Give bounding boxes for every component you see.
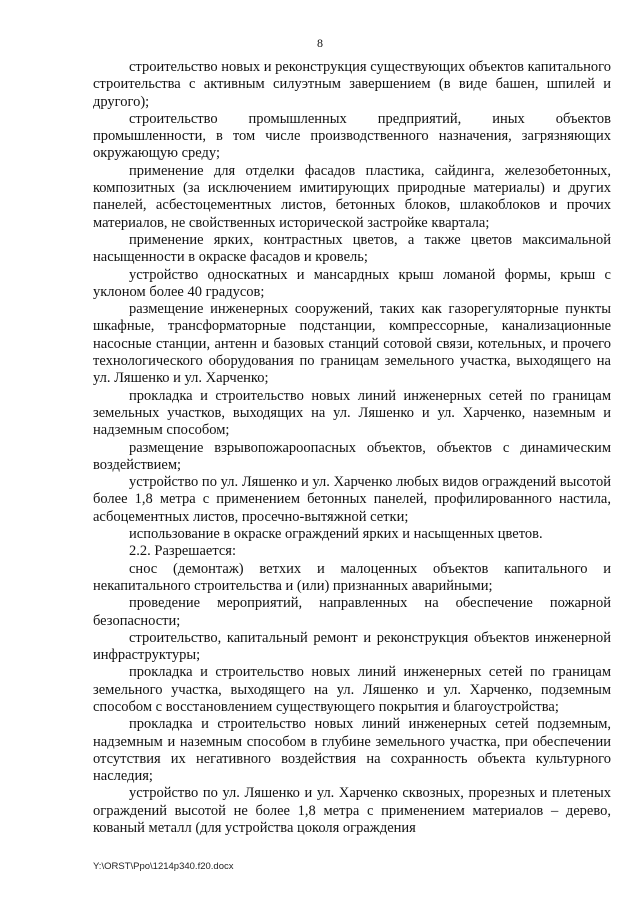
paragraph: применение для отделки фасадов пластика, сайдинга, железобетонных, композитных (за исключением имитирующих природные материалы) и других панелей, асбестоцементных листов, бетонных блоков, шлакоблоков и прочих материалов, не свойственных исторической застройке квартала; bbox=[93, 162, 611, 231]
paragraph: прокладка и строительство новых линий инженерных сетей подземным, надземным и наземным способом в глубине земельного участка, при обеспечении отсутствия их негативного воздействия на сохранность объекта культурного наследия; bbox=[93, 716, 611, 785]
paragraph: прокладка и строительство новых линий инженерных сетей по границам земельного участка, выходящего на ул. Ляшенко и ул. Харченко, подземным способом с восстановлением существующего покрытия и благоустройства; bbox=[93, 664, 611, 715]
paragraph: строительство промышленных предприятий, иных объектов промышленности, в том числе производственного назначения, загрязняющих окружающую среду; bbox=[93, 110, 611, 162]
paragraph: размещение инженерных сооружений, таких как газорегуляторные пункты шкафные, трансформаторные подстанции, компрессорные, канализационные насосные станции, антенн и базовых станций сотовой связи, котельных, и прочего технологического оборудования по границам земельного участка, выходящего на ул. Ляшенко и ул. Харченко; bbox=[93, 301, 611, 387]
paragraph: размещение взрывопожароопасных объектов, объектов с динамическим воздействием; bbox=[93, 439, 611, 473]
footer-file-path: Y:\ORST\Ppo\1214p340.f20.docx bbox=[93, 861, 234, 872]
page-number: 8 bbox=[317, 36, 323, 50]
paragraph: проведение мероприятий, направленных на обеспечение пожарной безопасности; bbox=[93, 595, 611, 629]
paragraph: строительство, капитальный ремонт и реконструкция объектов инженерной инфраструктуры; bbox=[93, 629, 611, 664]
paragraph: устройство по ул. Ляшенко и ул. Харченко сквозных, прорезных и плетеных ограждений высотой не более 1,8 метра с применением материалов – дерево, кованый металл (для устройства цоколя ограждения bbox=[93, 785, 611, 837]
paragraph: использование в окраске ограждений ярких и насыщенных цветов. bbox=[129, 526, 543, 543]
paragraph: устройство односкатных и мансардных крыш ломаной формы, крыш с уклоном более 40 градусов; bbox=[93, 266, 611, 300]
document-body bbox=[93, 59, 611, 837]
section-heading: 2.2. Разрешается: bbox=[129, 543, 236, 560]
paragraph: снос (демонтаж) ветхих и малоценных объектов капитального и некапитального строительства и (или) признанных аварийными; bbox=[93, 560, 611, 594]
paragraph: устройство по ул. Ляшенко и ул. Харченко любых видов ограждений высотой более 1,8 метра с применением бетонных панелей, профилированного настила, асбоцементных листов, просечно-вытяжной сетки; bbox=[93, 474, 611, 525]
paragraph: применение ярких, контрастных цветов, а также цветов максимальной насыщенности в окраске фасадов и кровель; bbox=[93, 231, 611, 266]
paragraph: строительство новых и реконструкция существующих объектов капитального строительства с активным силуэтным завершением (в виде башен, шпилей и другого); bbox=[93, 59, 611, 110]
paragraph: прокладка и строительство новых линий инженерных сетей по границам земельных участков, выходящих на ул. Ляшенко и ул. Харченко, наземным и надземным способом; bbox=[93, 387, 611, 439]
